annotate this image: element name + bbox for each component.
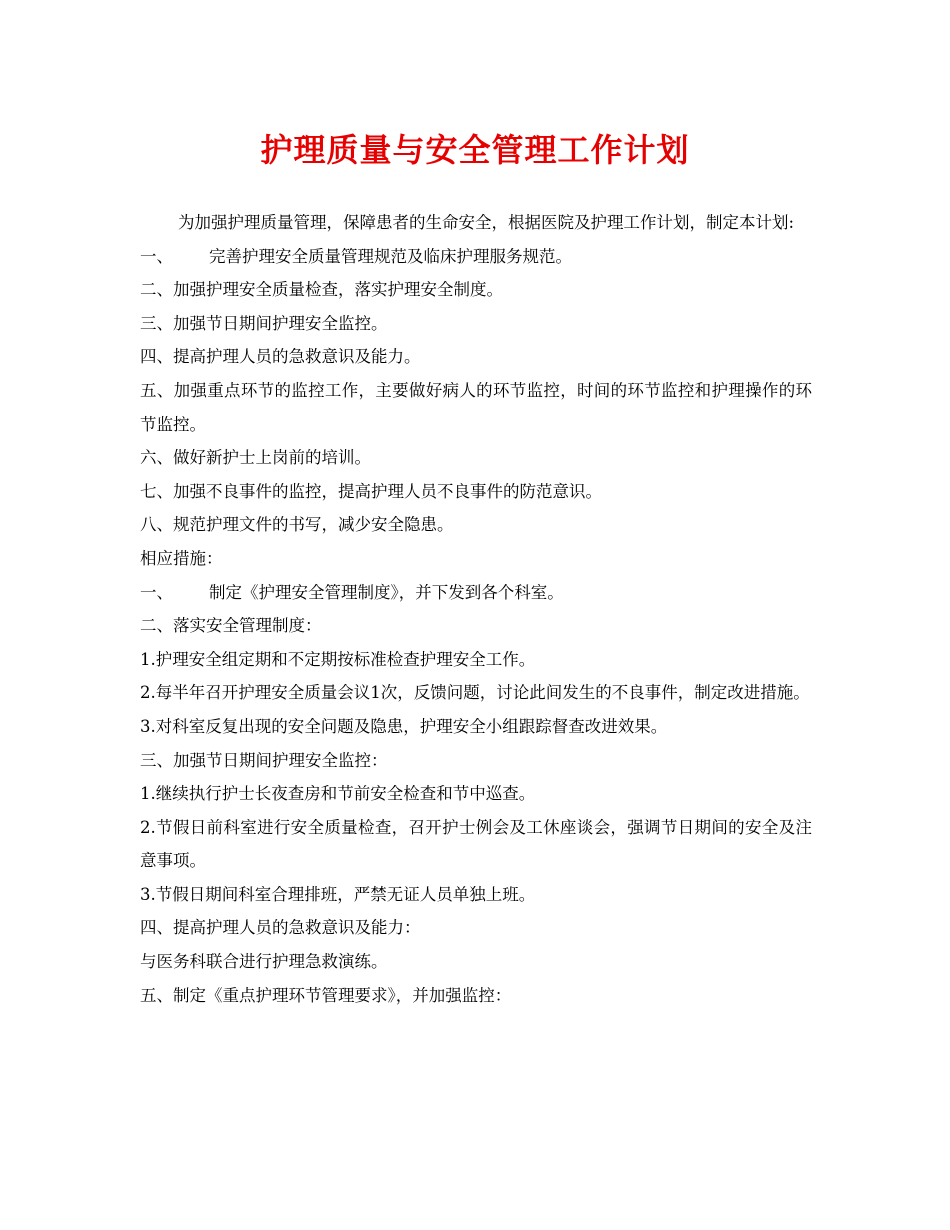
measure-item-3: 1.护理安全组定期和不定期按标准检查护理安全工作。 [140,649,536,669]
measure-item-4: 2.每半年召开护理安全质量会议1次，反馈问题，讨论此间发生的不良事件，制定改进措施。 [140,683,810,703]
goal-number: 一、 [140,246,173,266]
goal-text: 完善护理安全质量管理规范及临床护理服务规范。 [209,246,572,266]
measure-item-9: 3.节假日期间科室合理排班，严禁无证人员单独上班。 [140,884,536,904]
measure-item-6: 三、加强节日期间护理安全监控： [140,750,388,770]
goal-item-1 [140,240,812,274]
measure-item-10: 四、提高护理人员的急救意识及能力： [140,918,421,938]
measure-number: 一、 [140,582,173,602]
goal-item-4: 四、提高护理人员的急救意识及能力。 [140,347,421,367]
measures-heading: 相应措施： [140,548,223,568]
measure-text: 制定《护理安全管理制度》，并下发到各个科室。 [209,582,564,602]
measure-item-1 [140,576,812,610]
goal-item-3: 三、加强节日期间护理安全监控。 [140,313,388,333]
goal-item-5: 五、加强重点环节的监控工作，主要做好病人的环节监控，时间的环节监控和护理操作的环节监控。 [140,380,812,434]
goal-item-7: 七、加强不良事件的监控，提高护理人员不良事件的防范意识。 [140,481,602,501]
goal-item-2: 二、加强护理安全质量检查，落实护理安全制度。 [140,280,503,300]
measure-item-7: 1.继续执行护士长夜查房和节前安全检查和节中巡查。 [140,784,536,804]
measure-item-5: 3.对科室反复出现的安全问题及隐患，护理安全小组跟踪督查改进效果。 [140,716,668,736]
measure-item-8: 2.节假日前科室进行安全质量检查，召开护士例会及工休座谈会，强调节日期间的安全及注意事项。 [140,817,812,871]
goal-item-8: 八、规范护理文件的书写，减少安全隐患。 [140,515,454,535]
goal-item-6: 六、做好新护士上岗前的培训。 [140,448,371,468]
page-title: 护理质量与安全管理工作计划 [260,131,690,169]
measure-item-2: 二、落实安全管理制度： [140,616,322,636]
measure-item-11: 与医务科联合进行护理急救演练。 [140,952,388,972]
measure-item-12: 五、制定《重点护理环节管理要求》，并加强监控： [140,985,512,1005]
intro-paragraph: 为加强护理质量管理，保障患者的生命安全，根据医院及护理工作计划，制定本计划: [177,213,794,232]
document-body [140,206,812,1012]
